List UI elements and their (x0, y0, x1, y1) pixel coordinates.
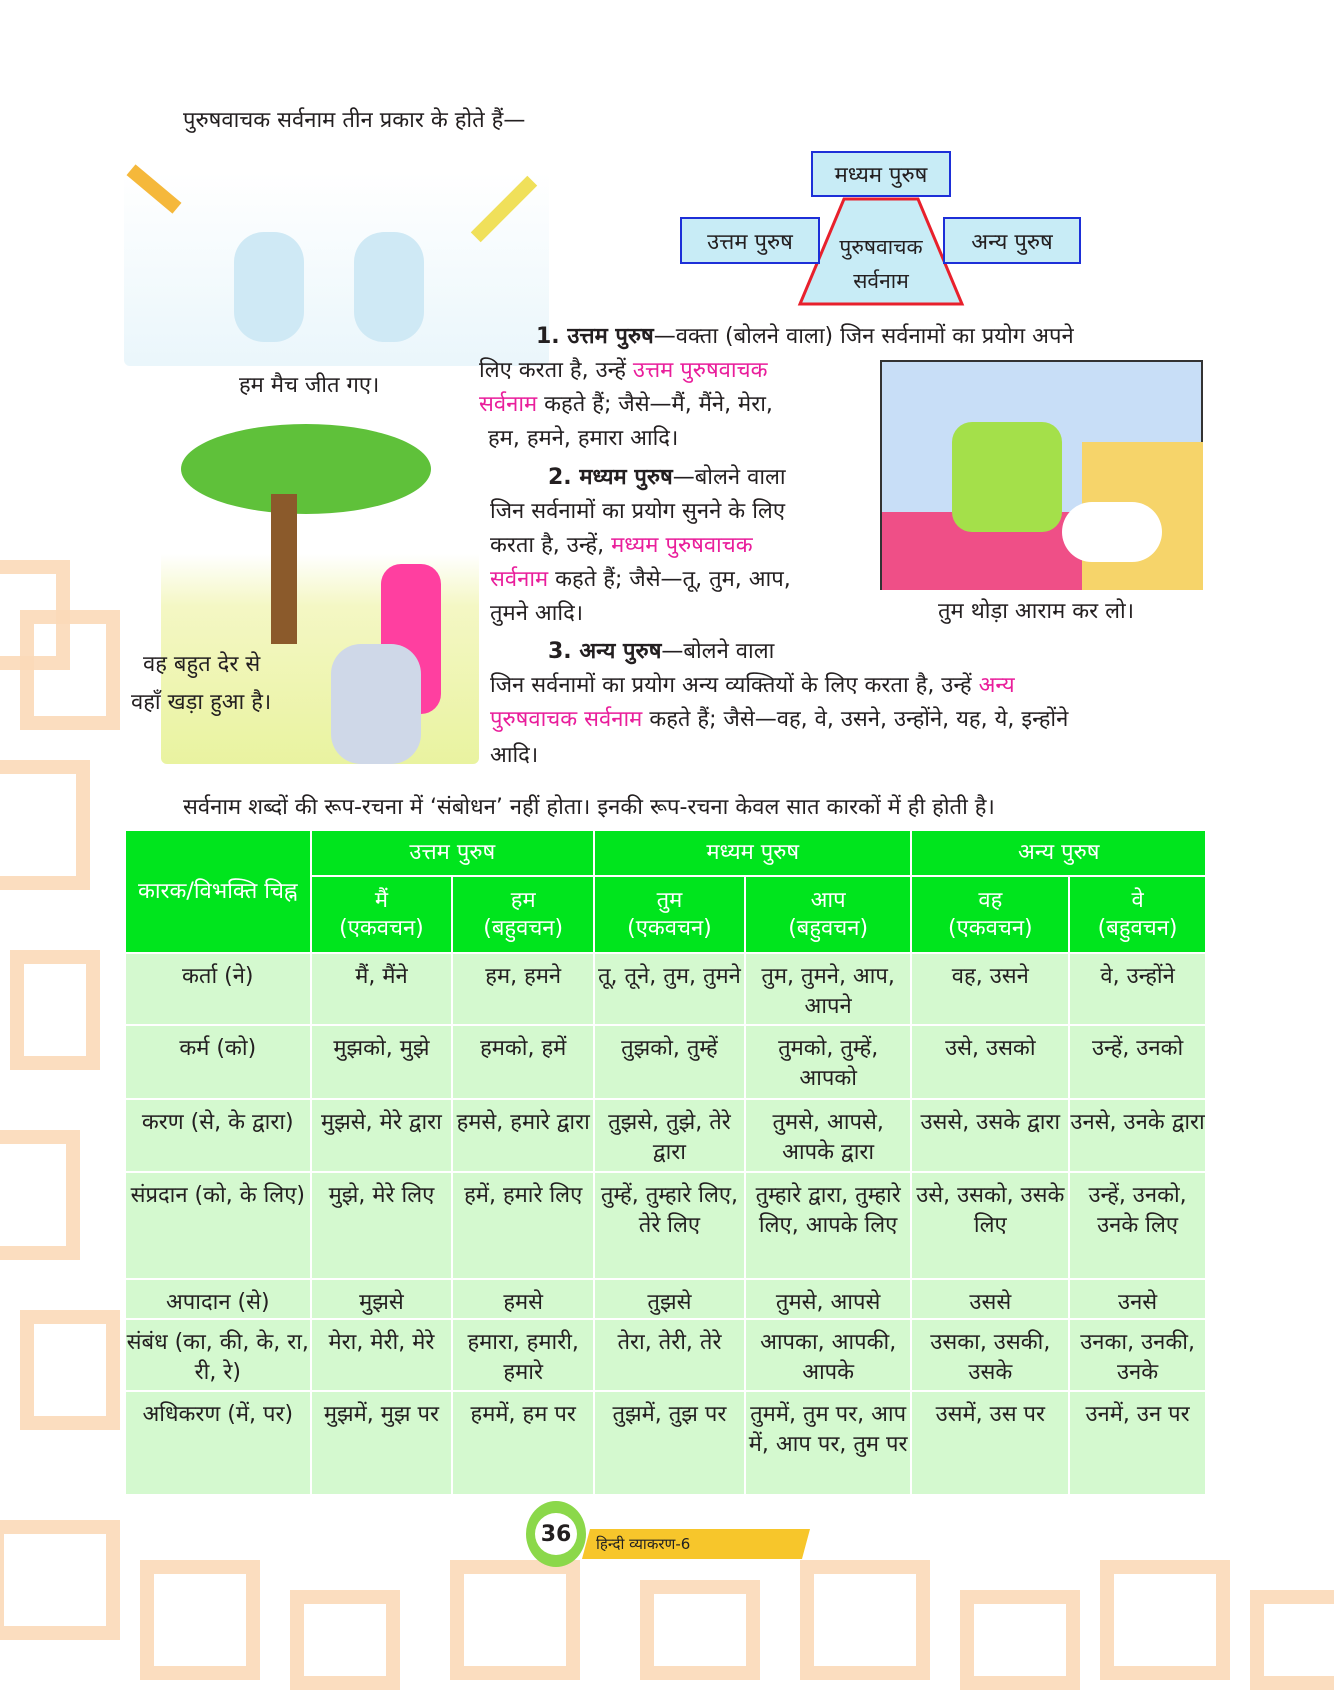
row-label: कर्ता (ने) (125, 953, 311, 1025)
header-anya-purush: अन्य पुरुष (911, 830, 1206, 876)
col-number: (एकवचन) (627, 915, 712, 941)
table-cell: तुम, तुमने, आप, आपने (745, 953, 912, 1025)
header-uttam-purush: उत्तम पुरुष (311, 830, 595, 876)
diagram-center: पुरुषवाचक सर्वनाम (839, 235, 923, 293)
header-col-1 (452, 876, 594, 953)
sick-caption: तुम थोड़ा आराम कर लो। (938, 599, 1135, 624)
row-label: संबंध (का, की, के, रा, री, रे) (125, 1319, 311, 1391)
table-cell: उससे (911, 1279, 1069, 1319)
table-row (125, 1172, 1206, 1279)
para3-line2: जिन सर्वनामों का प्रयोग अन्य व्यक्तियों के लिए करता है, उन्हें अन्य (490, 673, 1015, 698)
table-cell: वे, उन्होंने (1069, 953, 1206, 1025)
row-label: अपादान (से) (125, 1279, 311, 1319)
row-label: अधिकरण (में, पर) (125, 1391, 311, 1495)
table-cell: तुझसे, तुझे, तेरे द्वारा (594, 1099, 745, 1172)
table-cell: मुझको, मुझे (311, 1025, 453, 1099)
table-cell: मुझसे, मेरे द्वारा (311, 1099, 453, 1172)
col-number: (बहुवचन) (1097, 915, 1178, 941)
para3-line3: पुरुषवाचक सर्वनाम कहते हैं; जैसे—वह, वे, उसने, उन्होंने, यह, ये, इन्होंने (490, 707, 1069, 732)
table-cell: तुम्हारे द्वारा, तुम्हारे लिए, आपके लिए (745, 1172, 912, 1279)
col-word: वे (1131, 887, 1144, 913)
header-col-0 (311, 876, 453, 953)
col-word: वह (978, 887, 1003, 913)
table-cell: उसे, उसको, उसके लिए (911, 1172, 1069, 1279)
table-cell: उनसे, उनके द्वारा (1069, 1099, 1206, 1172)
table-cell: उसे, उसको (911, 1025, 1069, 1099)
table-cell: तुमसे, आपसे (745, 1279, 912, 1319)
para1-line1: 1. उत्तम पुरुष—वक्ता (बोलने वाला) जिन सर्वनामों का प्रयोग अपने (536, 324, 1074, 349)
col-word: तुम (656, 887, 683, 913)
table-cell: उन्हें, उनको (1069, 1025, 1206, 1099)
table-row (125, 1391, 1206, 1495)
table-cell: तू, तूने, तुम, तुमने (594, 953, 745, 1025)
cricket-caption: हम मैच जीत गए। (239, 373, 380, 398)
col-number: (बहुवचन) (788, 915, 869, 941)
row-label: संप्रदान (को, के लिए) (125, 1172, 311, 1279)
table-row (125, 953, 1206, 1025)
para1-line2: लिए करता है, उन्हें उत्तम पुरुषवाचक (479, 358, 768, 383)
table-cell: उसका, उसकी, उसके (911, 1319, 1069, 1391)
para2-line1: 2. मध्यम पुरुष—बोलने वाला (548, 465, 786, 490)
table-cell: तुझमें, तुझ पर (594, 1391, 745, 1495)
row-label: करण (से, के द्वारा) (125, 1099, 311, 1172)
table-row (125, 1279, 1206, 1319)
table-cell: उनसे (1069, 1279, 1206, 1319)
para3-line1: 3. अन्य पुरुष—बोलने वाला (548, 639, 775, 664)
table-row (125, 1025, 1206, 1099)
para2-line4: सर्वनाम कहते हैं; जैसे—तू, तुम, आप, (490, 567, 791, 592)
table-cell: हमसे, हमारे द्वारा (452, 1099, 594, 1172)
pronoun-declension-table (124, 829, 1207, 1496)
diagram-uttam-purush: उत्तम पुरुष (680, 217, 820, 264)
table-cell: आपका, आपकी, आपके (745, 1319, 912, 1391)
page-number: 36 (535, 1513, 577, 1555)
cricket-players-illustration (124, 172, 549, 366)
table-cell: मेरा, मेरी, मेरे (311, 1319, 453, 1391)
table-cell: तुममें, तुम पर, आप में, आप पर, तुम पर (745, 1391, 912, 1495)
header-col-5 (1069, 876, 1206, 953)
karak-note: सर्वनाम शब्दों की रूप-रचना में ‘संबोधन’ नहीं होता। इनकी रूप-रचना केवल सात कारकों में ही होती है। (183, 795, 995, 820)
col-word: आप (810, 887, 846, 913)
table-cell: तुमसे, आपसे, आपके द्वारा (745, 1099, 912, 1172)
table-cell: तुमको, तुम्हें, आपको (745, 1025, 912, 1099)
para2-line5: तुमने आदि। (490, 601, 584, 626)
table-cell: वह, उसने (911, 953, 1069, 1025)
table-cell: उसमें, उस पर (911, 1391, 1069, 1495)
table-row (125, 1099, 1206, 1172)
table-cell: मुझमें, मुझ पर (311, 1391, 453, 1495)
table-cell: मुझसे (311, 1279, 453, 1319)
para2-line3: करता है, उन्हें, मध्यम पुरुषवाचक (490, 533, 753, 558)
table-cell: हममें, हम पर (452, 1391, 594, 1495)
header-col-3 (745, 876, 912, 953)
tree-caption-line1: वह बहुत देर से (143, 652, 261, 677)
diagram-anya-purush: अन्य पुरुष (943, 217, 1081, 264)
col-word: हम (510, 887, 536, 913)
row-label: कर्म (को) (125, 1025, 311, 1099)
table-cell: हमारा, हमारी, हमारे (452, 1319, 594, 1391)
para3-line4: आदि। (490, 743, 539, 768)
table-cell: मैं, मैंने (311, 953, 453, 1025)
table-cell: तुम्हें, तुम्हारे लिए, तेरे लिए (594, 1172, 745, 1279)
table-cell: उन्हें, उनको, उनके लिए (1069, 1172, 1206, 1279)
table-cell: मुझे, मेरे लिए (311, 1172, 453, 1279)
page-footer (516, 1501, 818, 1571)
table-cell: तुझको, तुम्हें (594, 1025, 745, 1099)
intro-text: पुरुषवाचक सर्वनाम तीन प्रकार के होते हैं— (183, 108, 526, 133)
table-cell: हमसे (452, 1279, 594, 1319)
table-cell: हमको, हमें (452, 1025, 594, 1099)
header-col-2 (594, 876, 745, 953)
para2-line2: जिन सर्वनामों का प्रयोग सुनने के लिए (490, 499, 785, 524)
col-word: मैं (374, 887, 389, 913)
table-cell: उनमें, उन पर (1069, 1391, 1206, 1495)
table-cell: तेरा, तेरी, तेरे (594, 1319, 745, 1391)
col-number: (एकवचन) (339, 915, 424, 941)
para1-line3: सर्वनाम कहते हैं; जैसे—मैं, मैंने, मेरा, (479, 392, 773, 417)
header-col-4 (911, 876, 1069, 953)
col-number: (एकवचन) (948, 915, 1033, 941)
table-cell: हमें, हमारे लिए (452, 1172, 594, 1279)
header-madhyam-purush: मध्यम पुरुष (594, 830, 911, 876)
table-cell: उनका, उनकी, उनके (1069, 1319, 1206, 1391)
table-cell: हम, हमने (452, 953, 594, 1025)
header-karak: कारक/विभक्ति चिह्न (125, 830, 311, 953)
tree-caption-line2: वहाँ खड़ा हुआ है। (131, 690, 272, 715)
para1-line4: हम, हमने, हमारा आदि। (488, 426, 679, 451)
table-row (125, 1319, 1206, 1391)
table-cell: उससे, उसके द्वारा (911, 1099, 1069, 1172)
diagram-madhyam-purush: मध्यम पुरुष (811, 151, 951, 197)
book-title: हिन्दी व्याकरण-6 (596, 1535, 691, 1553)
mother-sick-child-illustration (880, 360, 1203, 590)
table-cell: तुझसे (594, 1279, 745, 1319)
col-number: (बहुवचन) (483, 915, 564, 941)
